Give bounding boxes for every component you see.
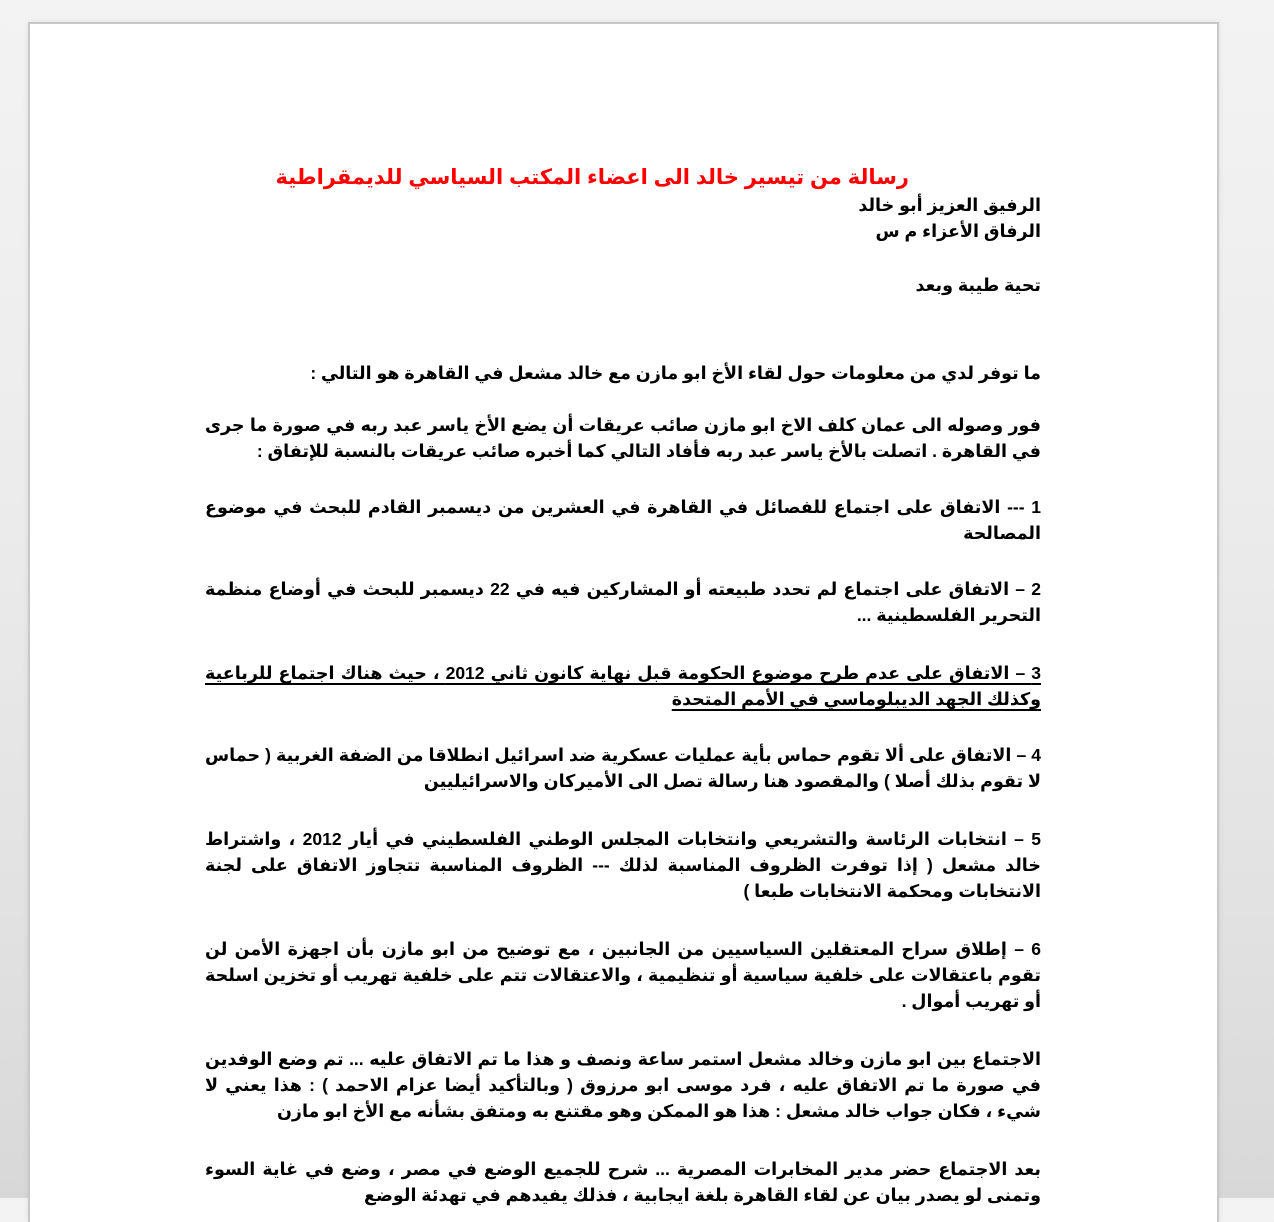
- document-body: [205, 164, 1041, 1208]
- salutation-line: الرفيق العزيز أبو خالد: [858, 195, 1041, 215]
- arrival-paragraph: فور وصوله الى عمان كلف الاخ ابو مازن صائب عريقات أن يضع الأخ ياسر عبد ربه في صورة ما جرى في القاهرة . اتصلت بالأخ ياسر عبد ربه فأفاد التالي كما أخبره صائب عريقات بالنسبة للإتفاق :: [205, 415, 1041, 461]
- after-meeting-paragraph: بعد الاجتماع حضر مدير المخابرات المصرية ... شرح للجميع الوضع في مصر ، وضع في غاية السوء وتمنى لو يصدر بيان عن لقاء القاهرة بلغة ايجابية ، فذلك يفيدهم في تهدئة الوضع: [205, 1159, 1041, 1205]
- meeting-paragraph: الاجتماع بين ابو مازن وخالد مشعل استمر ساعة ونصف و هذا ما تم الاتفاق عليه ... تم وضع الوفدين في صورة ما تم الاتفاق عليه ، فرد موسى ابو مرزوق ( وبالتأكيد أيضا عزام الاحمد ) : هذا يعني لا شيء ، فكان جواب خالد مشعل : هذا هو الممكن وهو مقتنع به ومتفق بشأنه مع الأخ ابو مازن: [205, 1049, 1041, 1121]
- agreement-item-1: 1 --- الاتفاق على اجتماع للفصائل في القاهرة في العشرين من ديسمبر القادم للبحث في موضوع المصالحة: [205, 497, 1041, 543]
- salutation-line: الرفاق الأعزاء م س: [875, 221, 1041, 241]
- greeting: تحية طيبة وبعد: [915, 275, 1041, 295]
- agreement-item-3: 3 – الاتفاق على عدم طرح موضوع الحكومة قبل نهاية كانون ثاني 2012 ، حيث هناك اجتماع للرباعية وكذلك الجهد الديبلوماسي في الأمم المتحدة: [205, 663, 1041, 709]
- intro-paragraph: ما توفر لدي من معلومات حول لقاء الأخ ابو مازن مع خالد مشعل في القاهرة هو التالي :: [310, 363, 1041, 383]
- document-page: [28, 22, 1219, 1222]
- agreement-item-4: 4 – الاتفاق على ألا تقوم حماس بأية عمليات عسكرية ضد اسرائيل انطلاقا من الضفة الغربية ( حماس لا تقوم بذلك أصلا ) والمقصود هنا رسالة تصل الى الأميركان والاسرائيليين: [205, 745, 1041, 791]
- agreement-item-6: 6 – إطلاق سراح المعتقلين السياسيين من الجانبين ، مع توضيح من ابو مازن بأن اجهزة الأمن لن تقوم باعتقالات على خلفية سياسية أو تنظيمية ، والاعتقالات تتم على خلفية تهريب أو تخزين اسلحة أو تهريب أموال .: [205, 939, 1041, 1011]
- agreement-item-5: 5 – انتخابات الرئاسة والتشريعي وانتخابات المجلس الوطني الفلسطيني في أيار 2012 ، واشتراط خالد مشعل ( إذا توفرت الظروف المناسبة لذلك --- الظروف المناسبة تتجاوز الاتفاق على لجنة الانتخابات ومحكمة الانتخابات طبعا ): [205, 829, 1041, 901]
- document-title: رسالة من تيسير خالد الى اعضاء المكتب السياسي للديمقراطية: [275, 166, 909, 189]
- agreement-item-2: 2 – الاتفاق على اجتماع لم تحدد طبيعته أو المشاركين فيه في 22 ديسمبر للبحث في أوضاع منظمة التحرير الفلسطينية ...: [205, 579, 1041, 625]
